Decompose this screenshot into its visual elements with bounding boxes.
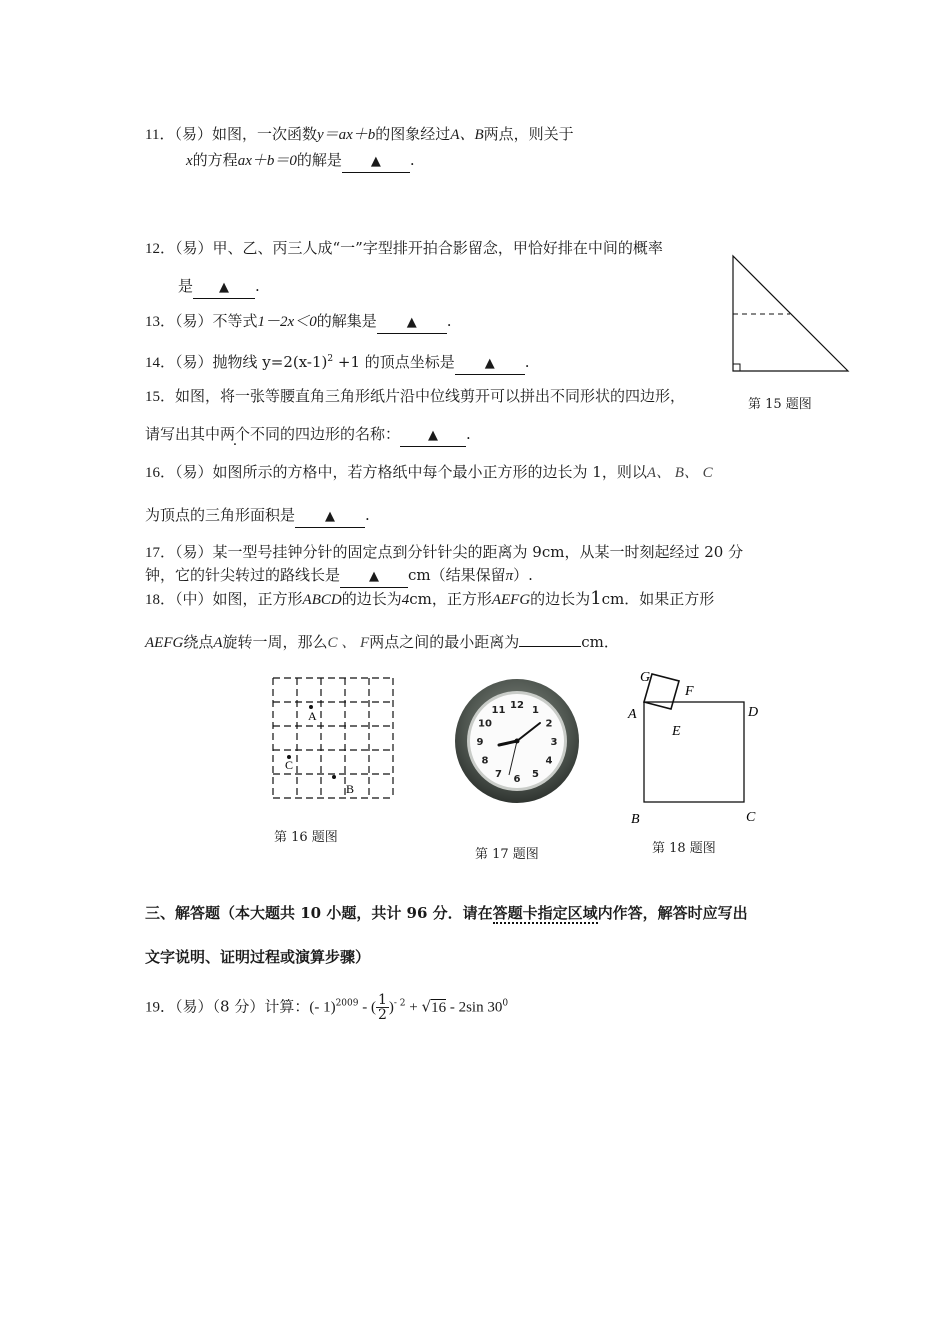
clock-numeral: 5 — [532, 769, 539, 780]
q16-line1: 16．（易）如图所示的方格中，若方格纸中每个最小正方形的边长为 1，则以A、 B、 C — [145, 463, 713, 481]
emphasis-dotted-text: 两个 — [220, 425, 251, 443]
q17-line1: 17．（易）某一型号挂钟分针的固定点到分针针尖的距离为 9cm，从某一时刻起经过 20 分 — [145, 543, 744, 561]
q14-answer-blank: ▲ — [455, 354, 525, 375]
section3-dotted-emphasis: 答题卡指定区域 — [492, 904, 598, 922]
square-label-c: C — [746, 810, 756, 825]
q19-line: 19．（易）（8 分）计算：(- 1)$^{2009}$ - ( $\frac{1}{2}$ )$^{- 2}$ + √16 - 2sin $30^0$ — [145, 992, 509, 1023]
square-label-e: E — [672, 724, 681, 739]
figure-16-grid — [268, 674, 398, 802]
clock-numeral: 2 — [545, 718, 553, 730]
clock-numeral: 6 — [513, 774, 521, 785]
q11-line1: 11．（易）如图，一次函数y＝ax＋b的图象经过A、B两点，则关于 — [145, 125, 574, 143]
square-label-d: D — [748, 705, 759, 720]
q16-answer-blank: ▲ — [295, 507, 365, 528]
grid-label-a: A — [308, 709, 317, 723]
figure-18-squares — [622, 664, 772, 836]
clock-numeral: 4 — [545, 755, 553, 767]
clock-numeral: 11 — [491, 705, 506, 716]
q13-answer-blank: ▲ — [377, 313, 447, 334]
square-label-g: G — [640, 670, 651, 685]
square-label-b: B — [631, 812, 640, 827]
q13-line: 13．（易）不等式1－2x＜0的解集是 ▲ . — [145, 311, 452, 334]
q12-answer-blank: ▲ — [193, 278, 255, 299]
section3-heading-line1: 三、解答题（本大题共 10 小题，共计 96 分．请在答题卡指定区域内作答，解答时应写出 — [145, 904, 748, 922]
figure-15-caption: 第 15 题图 — [748, 397, 812, 412]
clock-numeral: 1 — [532, 705, 539, 716]
clock-numeral: 12 — [510, 700, 524, 711]
q18-line2: AEFG绕点A旋转一周，那么C 、 F两点之间的最小距离为 cm． — [145, 633, 619, 651]
grid-label-c: C — [285, 758, 294, 772]
grid-label-b: B — [346, 782, 355, 796]
figure-16-caption: 第 16 题图 — [274, 830, 338, 845]
fraction-one-half: $\frac{1}{2}$ — [377, 992, 387, 1023]
clock-numeral: 7 — [495, 769, 502, 780]
q11-line2: x的方程ax＋b＝0的解是 ▲ . — [186, 150, 415, 173]
figure-17-caption: 第 17 题图 — [475, 847, 539, 862]
square-label-f: F — [685, 684, 694, 699]
clock-numeral: 3 — [550, 737, 558, 748]
clock-numeral: 10 — [478, 718, 492, 730]
q14-line: 14．（易）抛物线 $y=2(x-1)^2 +1$ 的顶点坐标是 ▲ . — [145, 349, 530, 375]
square-label-a: A — [628, 707, 637, 722]
q17-answer-blank: ▲ — [340, 567, 408, 588]
q18-line1: 18．（中）如图，正方形ABCD的边长为4cm，正方形AEFG的边长为1cm．如果正方形 — [145, 588, 715, 609]
q15-line1: 15．如图，将一张等腰直角三角形纸片沿中位线剪开可以拼出不同形状的四边形， — [145, 387, 686, 405]
q16-line2: 为顶点的三角形面积是 ▲ . — [145, 505, 370, 528]
figure-18-caption: 第 18 题图 — [652, 841, 716, 856]
q15-line2: 请写出其中两个不同的四边形的名称： ▲ . — [145, 424, 471, 447]
q17-line2: 钟，它的针尖转过的路线长是 ▲ cm（结果保留π）. — [145, 565, 533, 588]
section3-heading-line2: 文字说明、证明过程或演算步骤） — [145, 948, 371, 966]
q15-answer-blank: ▲ — [400, 426, 466, 447]
q11-answer-blank: ▲ — [342, 152, 410, 173]
clock-numeral: 9 — [476, 737, 484, 748]
sqrt-icon: √ — [421, 997, 432, 1016]
figure-17-clock — [453, 677, 581, 805]
q18-answer-blank — [519, 646, 581, 647]
q12-line2: 是 ▲ . — [178, 276, 260, 299]
figure-15-triangle — [725, 252, 855, 376]
clock-numeral: 8 — [481, 755, 489, 767]
q12-line1: 12．（易）甲、乙、丙三人成“一”字型排开拍合影留念，甲恰好排在中间的概率 — [145, 239, 663, 257]
